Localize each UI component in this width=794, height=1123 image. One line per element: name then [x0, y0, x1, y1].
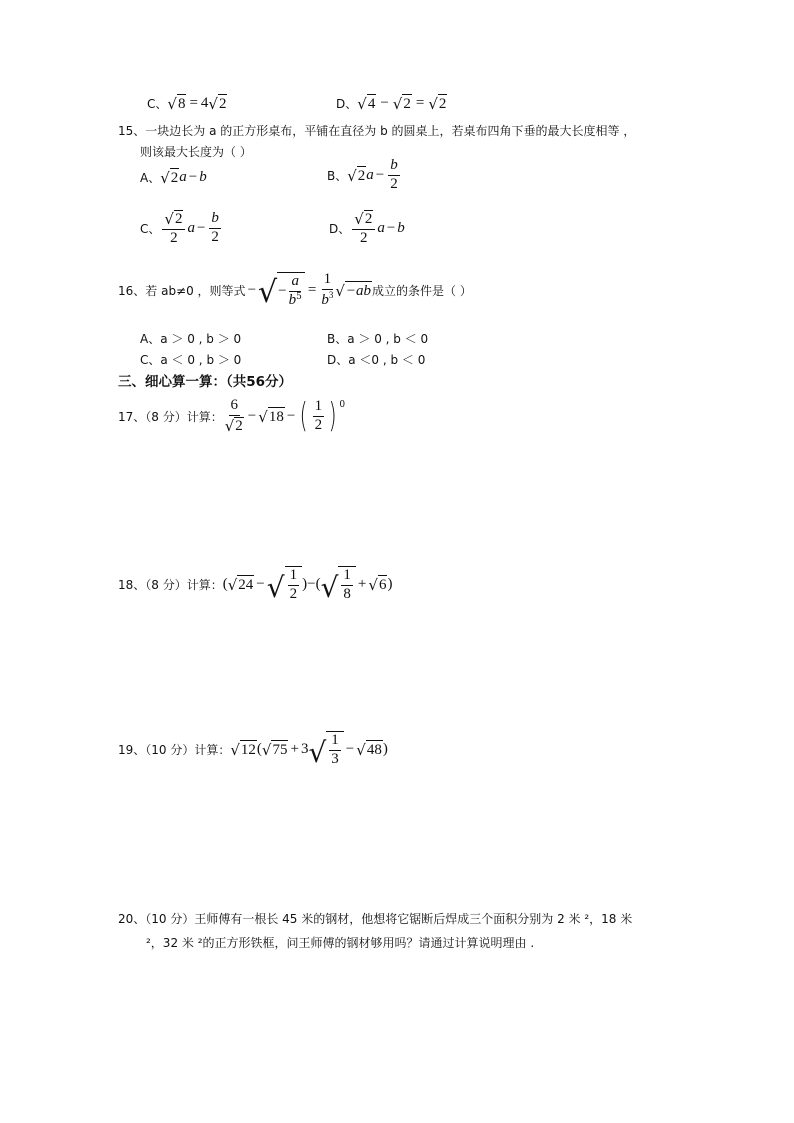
sqrt-6: √ 6: [368, 575, 387, 594]
q14-option-c: C、 √ 8 = 4 √ 2: [147, 95, 227, 113]
fraction-b-over-2: $\frac{b}{2}$: [211, 210, 219, 245]
sqrt-48: √ 48: [356, 740, 382, 759]
sqrt-2: √ 2: [392, 95, 411, 113]
sqrt-12: √ 12: [230, 740, 256, 759]
sqrt-one-eighth: √ $\frac{1}{8}$: [321, 566, 356, 603]
section-heading: 三、细心算一算：（共56分）: [118, 374, 293, 390]
q15-option-a: A、 √ 2 a − b: [140, 169, 207, 187]
q16-option-a: A、a ＞ 0 , b ＞ 0: [140, 332, 242, 346]
q16-option-c: C、a ＜ 0 , b ＞ 0: [140, 353, 242, 367]
sqrt-2: √ 2: [347, 166, 366, 185]
q16-option-b: B、a ＞ 0 , b ＜ 0: [327, 332, 429, 346]
fraction-sqrt2-over-2: √ 2 2: [162, 210, 185, 247]
sqrt-8: √ 8: [167, 95, 186, 113]
q17: 17、（8 分）计算： 6 √ 2 − √ 18 − ( $\frac{1}{2}$ ) $^0$: [118, 396, 346, 437]
q20-line1: 20、（10 分）王师傅有一根长 45 米的钢材，他想将它锯断后焊成三个面积分别为 2 米 ²，18 米: [118, 912, 633, 926]
fraction-6-over-sqrt2: 6 √ 2: [224, 397, 243, 435]
sqrt-2: √ 2: [208, 95, 227, 113]
fraction-1-over-2: $\frac{1}{2}$: [314, 398, 323, 433]
q15-option-c: C、 √ 2 2 a − $\frac{b}{2}$: [140, 209, 219, 246]
q20-line2: ²，32 米 ²的正方形铁框，问王师傅的钢材够用吗？请通过计算说明理由 .: [146, 936, 535, 950]
q14-option-d: D、 √ 4 − √ 2 = √ 2: [336, 95, 447, 113]
sqrt-one-third: √ $\frac{1}{3}$: [308, 731, 343, 768]
q15-option-d: D、 √ 2 2 a − b: [329, 209, 405, 246]
sqrt-24: √ 24: [227, 575, 254, 594]
q16-option-d: D、a ＜0 , b ＜ 0: [327, 353, 426, 367]
q15-stem-line2: 则该最大长度为（ ）: [140, 145, 252, 159]
fraction-1-over-b3: $\frac{1}{b^3}$: [321, 271, 334, 308]
q15-stem-line1: 15、一块边长为 a 的正方形桌布，平铺在直径为 b 的圆桌上，若桌布四角下垂的最大长度相等 ，: [118, 124, 636, 138]
sqrt-75: √ 75: [261, 740, 288, 759]
q18: 18、（8 分）计算： ( √ 24 − √ $\frac{1}{2}$ )−( √ $\frac{1}{8}$ + √ 6 ): [118, 567, 393, 604]
q19: 19、（10 分）计算： √ 12 ( √ 75 + 3 √ $\frac{1}{3}$ − √ 48 ): [118, 732, 388, 769]
q16-stem: 16、若 ab≠0 ，则等式 − √ − $\frac{a}{b^5}$ = $\frac{1}{b^3}$ √ −ab 成立的条件是（ ）: [118, 271, 472, 310]
sqrt-18: √ 18: [258, 407, 284, 426]
sqrt-neg-a-over-b5: √ − $\frac{a}{b^5}$: [258, 272, 305, 309]
sqrt-2: √ 2: [428, 95, 447, 113]
sqrt-2: √ 2: [160, 169, 179, 187]
sqrt-4: √ 4: [357, 95, 376, 113]
q15-option-b: B、 √ 2 a − $\frac{b}{2}$: [327, 157, 398, 192]
sqrt-neg-ab: √ −ab: [335, 281, 372, 300]
fraction-sqrt2-over-2: √ 2 2: [352, 210, 375, 247]
sqrt-half: √ $\frac{1}{2}$: [267, 566, 302, 603]
fraction-b-over-2: $\frac{b}{2}$: [390, 157, 398, 192]
